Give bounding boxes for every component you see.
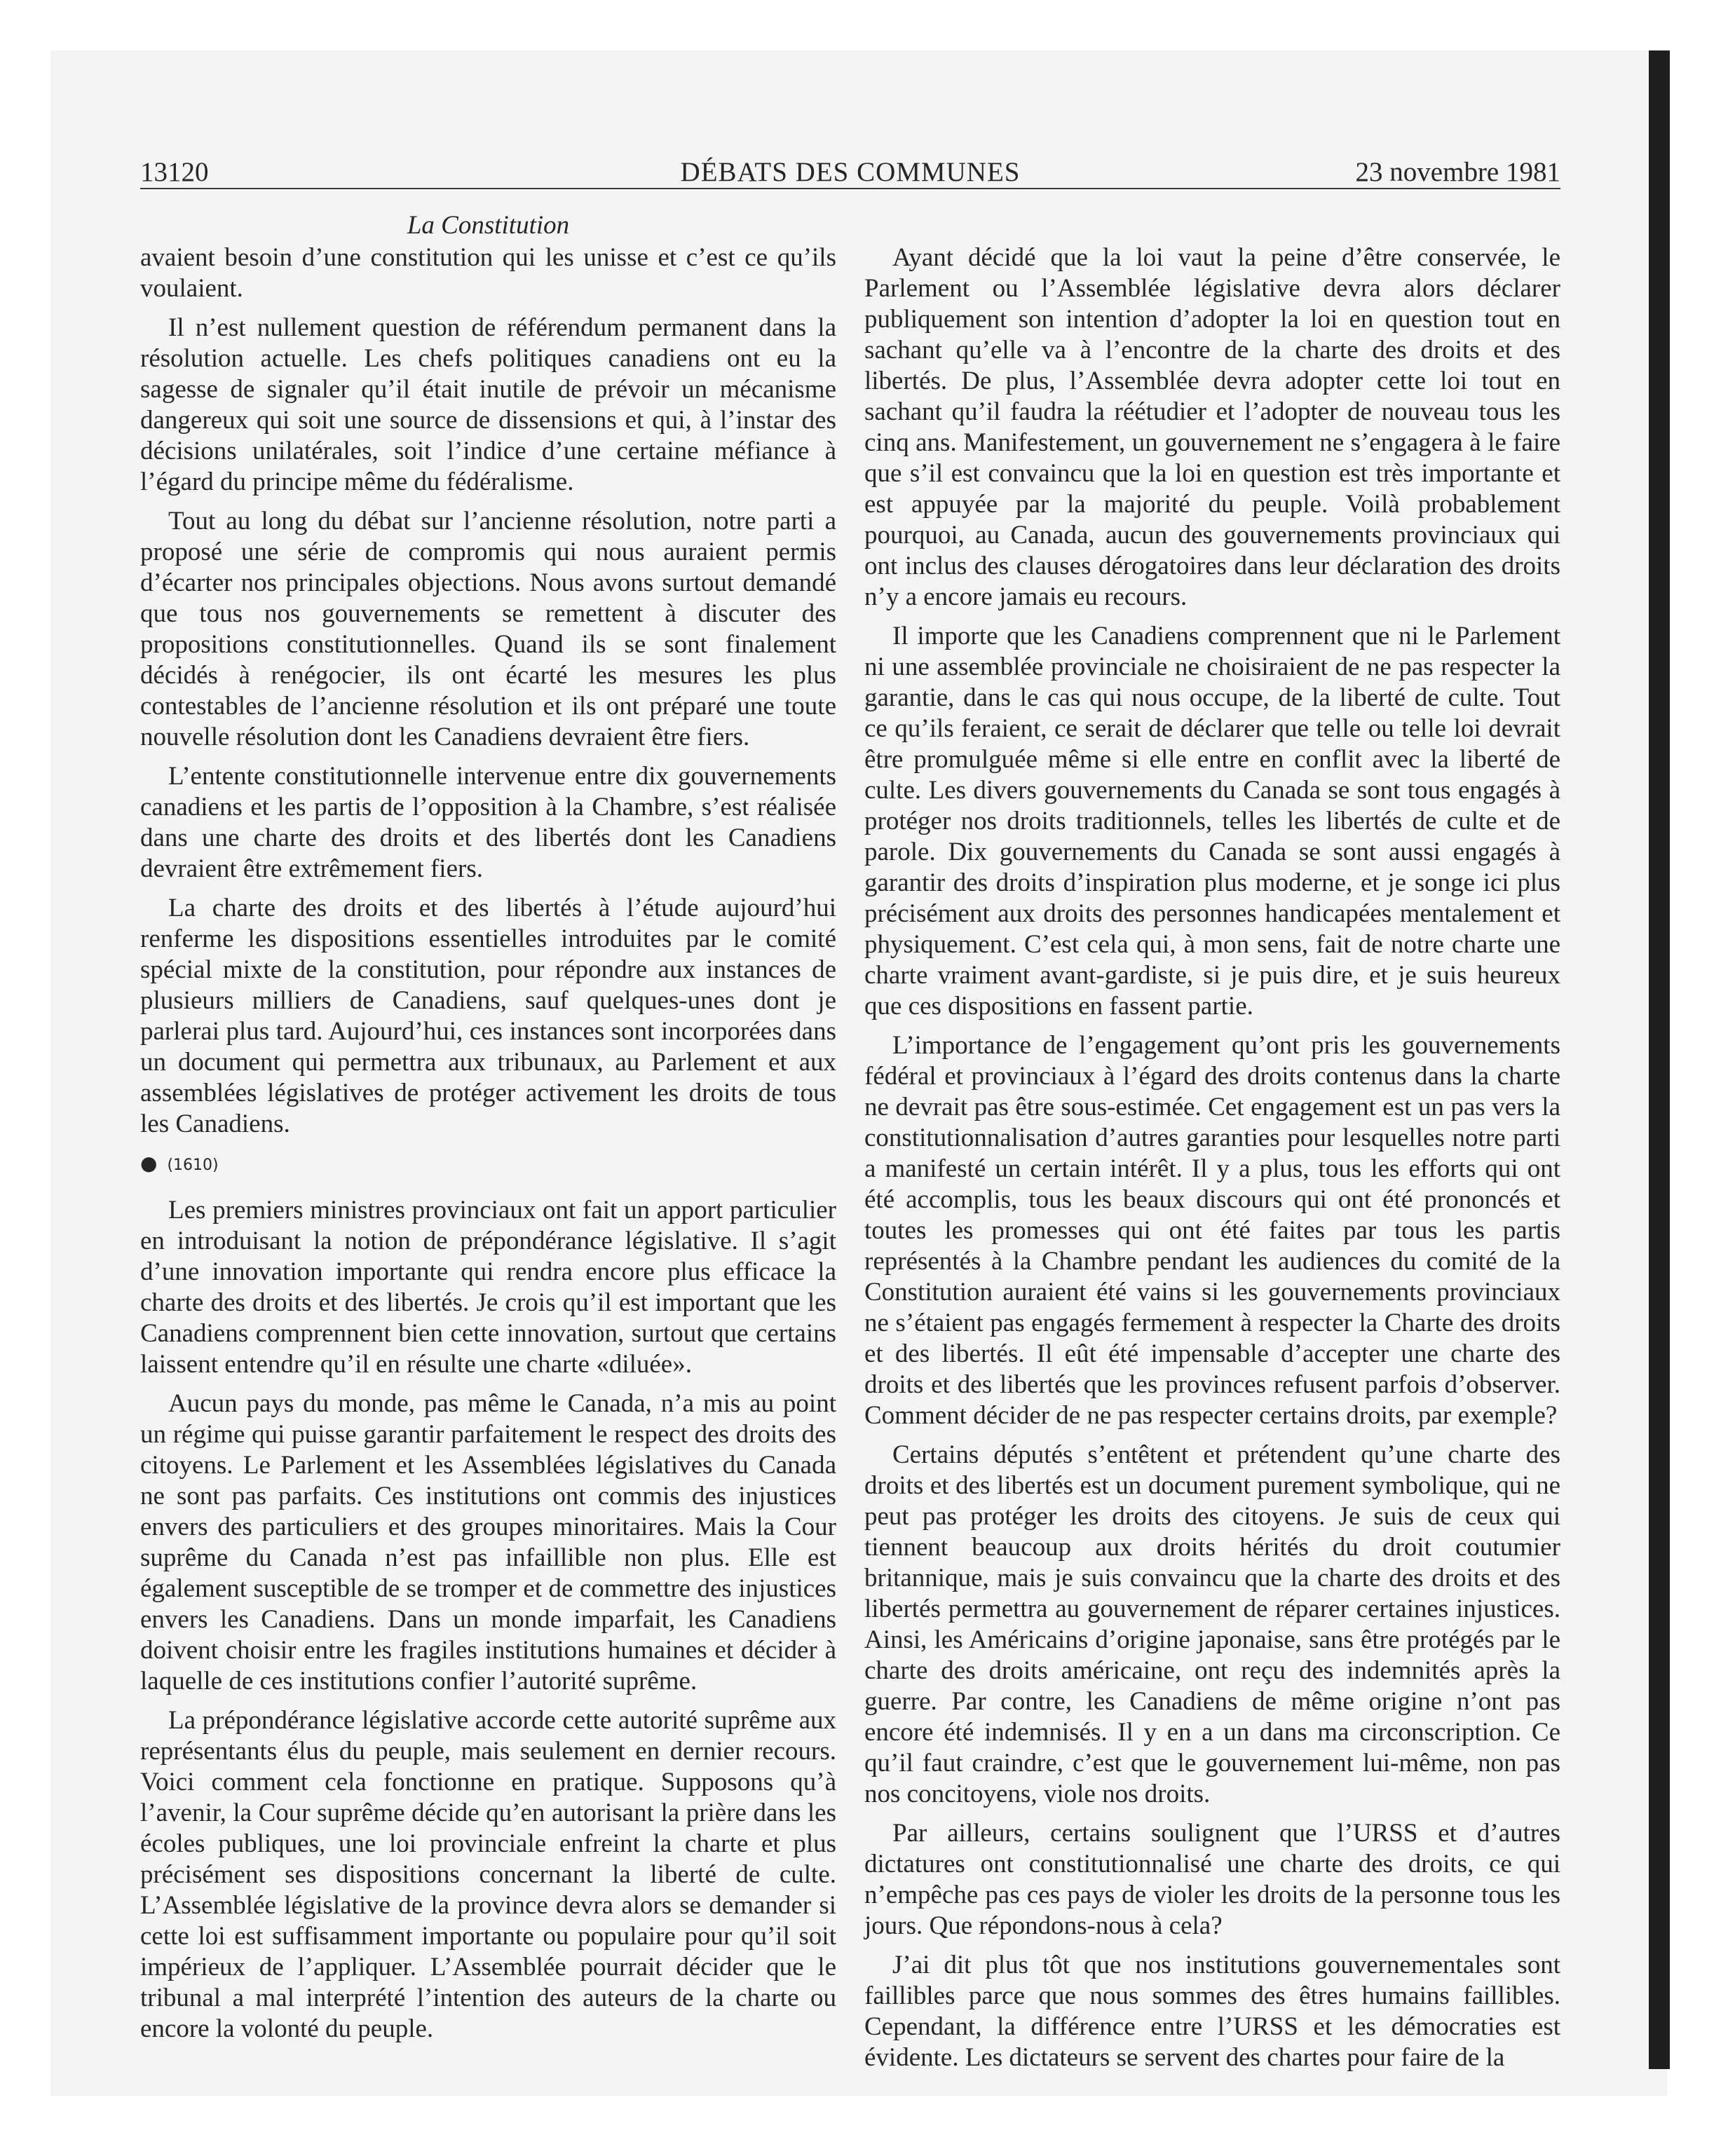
running-header (140, 156, 1560, 189)
bullet-icon: ● (140, 1152, 158, 1175)
section-rubric: La Constitution (407, 211, 570, 240)
scan-edge-shadow (1649, 50, 1670, 2069)
right-column (864, 243, 1560, 2082)
publication-title: DÉBATS DES COMMUNES (680, 157, 1021, 187)
header-date: 23 novembre 1981 (1355, 157, 1560, 187)
header-rule (140, 188, 1560, 189)
paragraph: avaient besoin d’une constitution qui les unisse et c’est ce qu’ils voulaient. (140, 243, 836, 303)
time-marker (140, 1148, 836, 1181)
paragraph: La prépondérance législative accorde cette autorité suprême aux représentants élus du peuple, mais seulement en dernier recours. Voici comment cela fonctionne en pratique. Supposons qu’à l’avenir, la Cour suprême décide qu’en autorisant la prière dans les écoles publiques, une loi provinciale enfreint la charte et plus précisément ses dispositions concernant la liberté de culte. L’Assemblée législative de la province devra alors se demander si cette loi est suffisamment importante ou populaire pour qu’il soit impérieux de l’appliquer. L’Assemblée pourrait décider que le tribunal a mal interprété l’intention des auteurs de la charte ou encore la volonté du peuple. (140, 1706, 836, 2043)
paragraph: La charte des droits et des libertés à l’étude aujourd’hui renferme les dispositions essentielles introduites par le comité spécial mixte de la constitution, pour répondre aux instances de plusieurs milliers de Canadiens, sauf quelques-unes dont je parlerai plus tard. Aujourd’hui, ces instances sont incorporées dans un document qui permettra aux tribunaux, au Parlement et aux assemblées législatives de protéger activement les droits de tous les Canadiens. (140, 894, 836, 1138)
paragraph: J’ai dit plus tôt que nos institutions gouvernementales sont faillibles parce que nous sommes des êtres humains faillibles. Cependant, la différence entre l’URSS et les démocraties est évidente. Les dictateurs se servent des chartes pour faire de la (864, 1951, 1560, 2072)
paragraph: Certains députés s’entêtent et prétendent qu’une charte des droits et des libertés est un document purement symbolique, qui ne peut pas protéger les droits des citoyens. Je suis de ceux qui tiennent beaucoup aux droits hérités du droit coutumier britannique, mais je suis convaincu que la charte des droits et des libertés permettra au gouvernement de réparer certaines injustices. Ainsi, les Américains d’origine japonaise, sans être protégés par le charte des droits américaine, ont reçu des indemnités après la guerre. Par contre, les Canadiens de même origine n’ont pas encore été indemnisés. Il y en a un dans ma circonscription. Ce qu’il faut craindre, c’est que le gouvernement lui-même, non pas nos concitoyens, viole nos droits. (864, 1440, 1560, 1808)
paragraph: Aucun pays du monde, pas même le Canada, n’a mis au point un régime qui puisse garantir parfaitement le respect des droits des citoyens. Le Parlement et les Assemblées législatives du Canada ne sont pas parfaits. Ces institutions ont commis des injustices envers des particuliers et des groupes minoritaires. Mais la Cour suprême du Canada n’est pas infaillible non plus. Elle est également susceptible de se tromper et de commettre des injustices envers les Canadiens. Dans un monde imparfait, les Canadiens doivent choisir entre les fragiles institutions humaines et décider à laquelle de ces institutions confier l’autorité suprême. (140, 1389, 836, 1696)
paragraph: Il importe que les Canadiens comprennent que ni le Parlement ni une assemblée provinciale ne choisiraient de ne pas respecter la garantie, dans le cas qui nous occupe, de la liberté de culte. Tout ce qu’ils feraient, ce serait de déclarer que telle ou telle loi devrait être promulguée même si elle entre en conflit avec la liberté de culte. Les divers gouvernements du Canada se sont tous engagés à protéger nos droits traditionnels, telles les libertés de culte et de parole. Dix gouvernements du Canada se sont aussi engagés à garantir des droits d’inspiration plus moderne, et je songe ici plus précisément aux droits des personnes handicapées mentalement et physiquement. C’est cela qui, à mon sens, fait de notre charte une charte vraiment avant-gardiste, si je puis dire, et je suis heureux que ces dispositions en fassent partie. (864, 622, 1560, 1021)
paragraph: Les premiers ministres provinciaux ont fait un apport particulier en introduisant la notion de prépondérance législative. Il s’agit d’une innovation importante qui rendra encore plus efficace la charte des droits et des libertés. Je crois qu’il est important que les Canadiens comprennent bien cette innovation, surtout que certains laissent entendre qu’il en résulte une charte «diluée». (140, 1196, 836, 1379)
page-number: 13120 (140, 157, 209, 187)
paragraph: L’entente constitutionnelle intervenue entre dix gouvernements canadiens et les partis de l’opposition à la Chambre, s’est réalisée dans une charte des droits et des libertés dont les Canadiens devraient être extrêmement fiers. (140, 762, 836, 883)
paragraph: Tout au long du débat sur l’ancienne résolution, notre parti a proposé une série de compromis qui nous auraient permis d’écarter nos principales objections. Nous avons surtout demandé que tous nos gouvernements se remettent à discuter des propositions constitutionnelles. Quand ils se sont finalement décidés à renégocier, ils ont écarté les mesures les plus contestables de l’ancienne résolution et ils ont préparé une toute nouvelle résolution dont les Canadiens devraient être fiers. (140, 507, 836, 751)
paragraph: Il n’est nullement question de référendum permanent dans la résolution actuelle. Les chefs politiques canadiens ont eu la sagesse de signaler qu’il était inutile de prévoir un mécanisme dangereux qui soit une source de dissensions et qui, à l’instar des décisions unilatérales, soit l’indice d’une certaine méfiance à l’égard du principe même du fédéralisme. (140, 313, 836, 496)
time-code: (1610) (167, 1157, 219, 1174)
paragraph: L’importance de l’engagement qu’ont pris les gouvernements fédéral et provinciaux à l’égard des droits contenus dans la charte ne devrait pas être sous-estimée. Cet engagement est un pas vers la constitutionnalisation d’autres garanties pour lesquelles notre parti a manifesté un certain intérêt. Il y a plus, tous les efforts qui ont été accomplis, tous les beaux discours qui ont été prononcés et toutes les promesses qui ont été faites par tous les partis représentés à la Chambre pendant les audiences du comité de la Constitution auraient été vains si les gouvernements provinciaux ne s’étaient pas engagés fermement à respecter la Charte des droits et des libertés. Il eût été impensable d’accepter une charte des droits et des libertés que les provinces refusent parfois d’observer. Comment décider de ne pas respecter certains droits, par exemple? (864, 1031, 1560, 1430)
paragraph: Par ailleurs, certains soulignent que l’URSS et d’autres dictatures ont constitutionnalisé une charte des droits, ce qui n’empêche pas ces pays de violer les droits de la personne tous les jours. Que répondons-nous à cela? (864, 1819, 1560, 1940)
left-column (140, 243, 836, 2053)
paragraph: Ayant décidé que la loi vaut la peine d’être conservée, le Parlement ou l’Assemblée législative devra alors déclarer publiquement son intention d’adopter la loi en question tout en sachant qu’elle va à l’encontre de la charte des droits et des libertés. De plus, l’Assemblée devra adopter cette loi tout en sachant qu’il faudra la réétudier et l’adopter de nouveau tous les cinq ans. Manifestement, un gouvernement ne s’engagera à le faire que s’il est convaincu que la loi en question est très importante et est appuyée par la majorité du peuple. Voilà probablement pourquoi, au Canada, aucun des gouvernements provinciaux qui ont inclus des clauses dérogatoires dans leur déclaration des droits n’y a encore jamais eu recours. (864, 243, 1560, 611)
